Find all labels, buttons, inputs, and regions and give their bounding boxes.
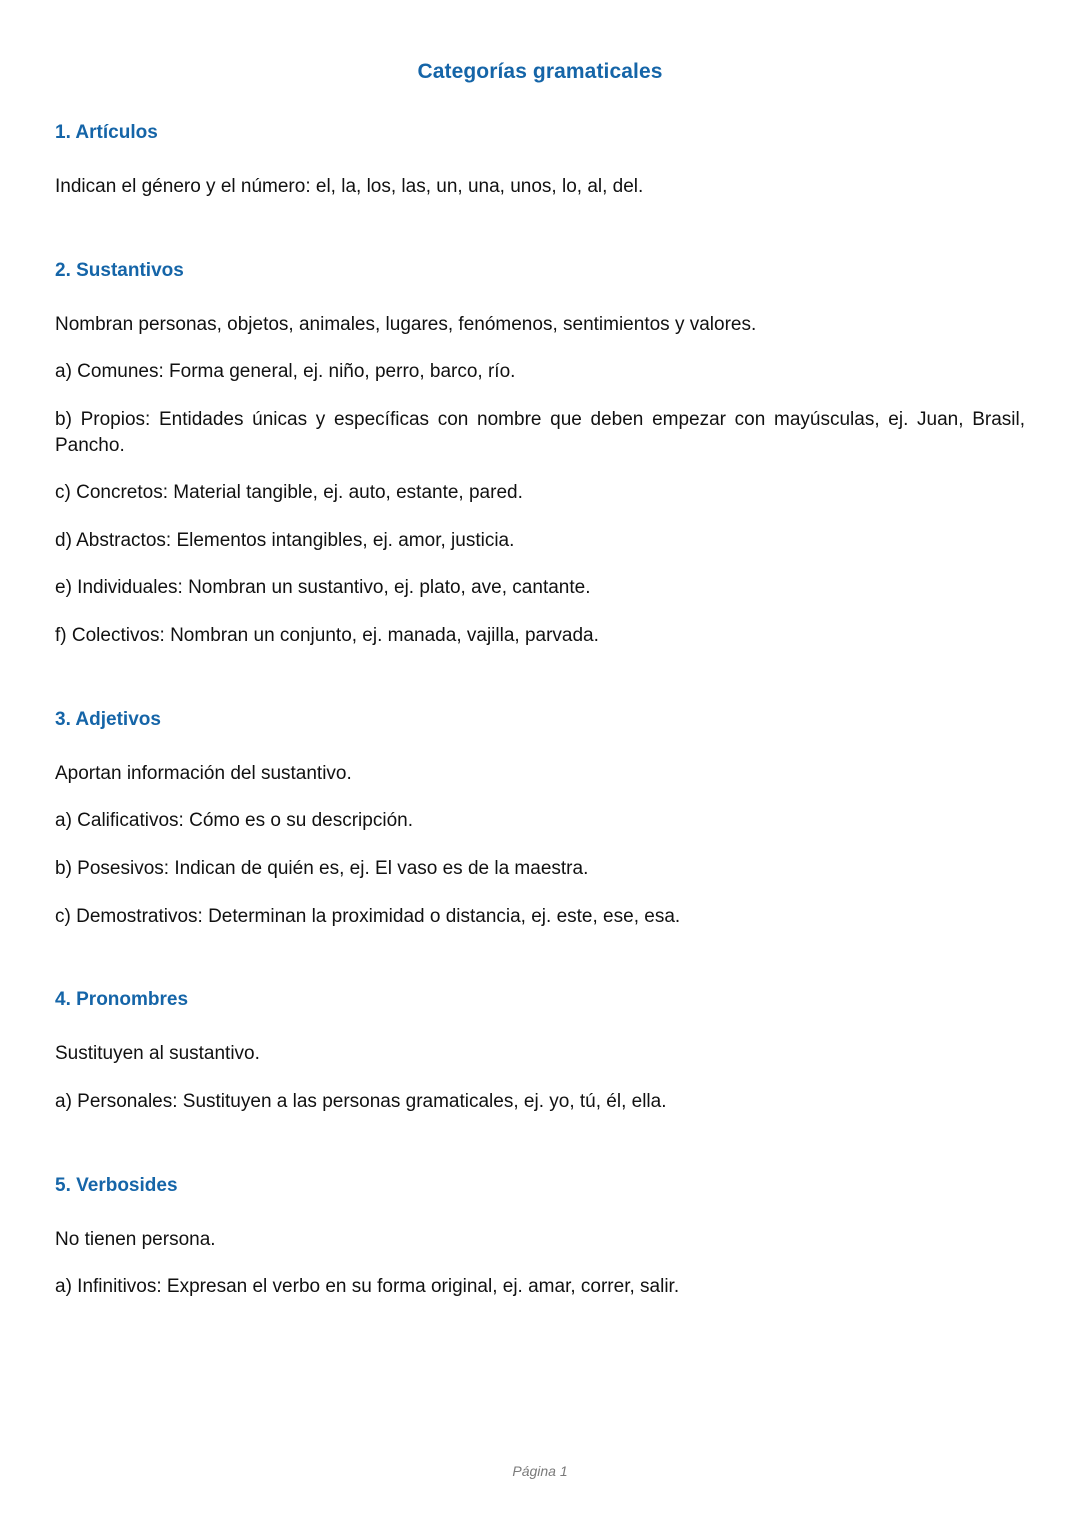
section-paragraph: a) Calificativos: Cómo es o su descripción. bbox=[55, 810, 413, 832]
spacer bbox=[55, 200, 1025, 238]
section-heading: 1. Artículos bbox=[55, 122, 158, 143]
spacer bbox=[55, 337, 1025, 359]
section-paragraph: c) Demostrativos: Determinan la proximidad o distancia, ej. este, ese, esa. bbox=[55, 905, 681, 927]
spacer bbox=[55, 1252, 1025, 1274]
spacer bbox=[55, 834, 1025, 856]
spacer bbox=[55, 506, 1025, 528]
section-pronombres bbox=[55, 989, 1025, 1114]
section-adjetivos bbox=[55, 709, 1025, 930]
section-paragraph: Sustituyen al sustantivo. bbox=[55, 1043, 260, 1065]
spacer bbox=[55, 385, 1025, 407]
section-paragraph: d) Abstractos: Elementos intangibles, ej. amor, justicia. bbox=[55, 529, 515, 551]
section-verbosides bbox=[55, 1175, 1025, 1300]
section-paragraph: c) Concretos: Material tangible, ej. auto, estante, pared. bbox=[55, 482, 523, 504]
section-paragraph: b) Propios: Entidades únicas y específicas con nombre que deben empezar con mayúsculas, ej. Juan, Brasil, Pancho. bbox=[55, 408, 1025, 456]
section-paragraph: Nombran personas, objetos, animales, lugares, fenómenos, sentimientos y valores. bbox=[55, 313, 757, 335]
spacer bbox=[55, 786, 1025, 808]
spacer bbox=[55, 1153, 1025, 1175]
spacer bbox=[55, 553, 1025, 575]
section-heading: 3. Adjetivos bbox=[55, 708, 161, 730]
spacer bbox=[55, 601, 1025, 623]
spacer bbox=[55, 84, 1025, 122]
section-heading: 2. Sustantivos bbox=[55, 259, 184, 281]
spacer bbox=[55, 238, 1025, 260]
section-paragraph: Indican el género y el número: el, la, los, las, un, una, unos, lo, al, del. bbox=[55, 176, 644, 197]
spacer bbox=[55, 1067, 1025, 1089]
spacer bbox=[55, 929, 1025, 967]
section-articulos bbox=[55, 122, 1025, 200]
section-paragraph: e) Individuales: Nombran un sustantivo, ej. plato, ave, cantante. bbox=[55, 577, 591, 599]
spacer bbox=[55, 1011, 1025, 1041]
spacer bbox=[55, 687, 1025, 709]
section-heading: 5. Verbosides bbox=[55, 1174, 178, 1196]
spacer bbox=[55, 144, 1025, 174]
section-paragraph: a) Personales: Sustituyen a las personas gramaticales, ej. yo, tú, él, ella. bbox=[55, 1090, 667, 1112]
page-title: Categorías gramaticales bbox=[417, 60, 663, 83]
section-heading: 4. Pronombres bbox=[55, 989, 189, 1011]
spacer bbox=[55, 1197, 1025, 1227]
section-paragraph: b) Posesivos: Indican de quién es, ej. El vaso es de la maestra. bbox=[55, 858, 589, 880]
spacer bbox=[55, 1115, 1025, 1153]
section-paragraph: No tienen persona. bbox=[55, 1228, 216, 1250]
page-footer: Página 1 bbox=[512, 1463, 568, 1479]
spacer bbox=[55, 967, 1025, 989]
section-paragraph: a) Comunes: Forma general, ej. niño, perro, barco, río. bbox=[55, 361, 516, 383]
spacer bbox=[55, 649, 1025, 687]
spacer bbox=[55, 282, 1025, 312]
section-sustantivos bbox=[55, 260, 1025, 649]
spacer bbox=[55, 458, 1025, 480]
spacer bbox=[55, 731, 1025, 761]
spacer bbox=[55, 882, 1025, 904]
section-paragraph: Aportan información del sustantivo. bbox=[55, 762, 352, 784]
section-paragraph: a) Infinitivos: Expresan el verbo en su forma original, ej. amar, correr, salir. bbox=[55, 1276, 680, 1298]
section-paragraph: f) Colectivos: Nombran un conjunto, ej. manada, vajilla, parvada. bbox=[55, 625, 599, 647]
